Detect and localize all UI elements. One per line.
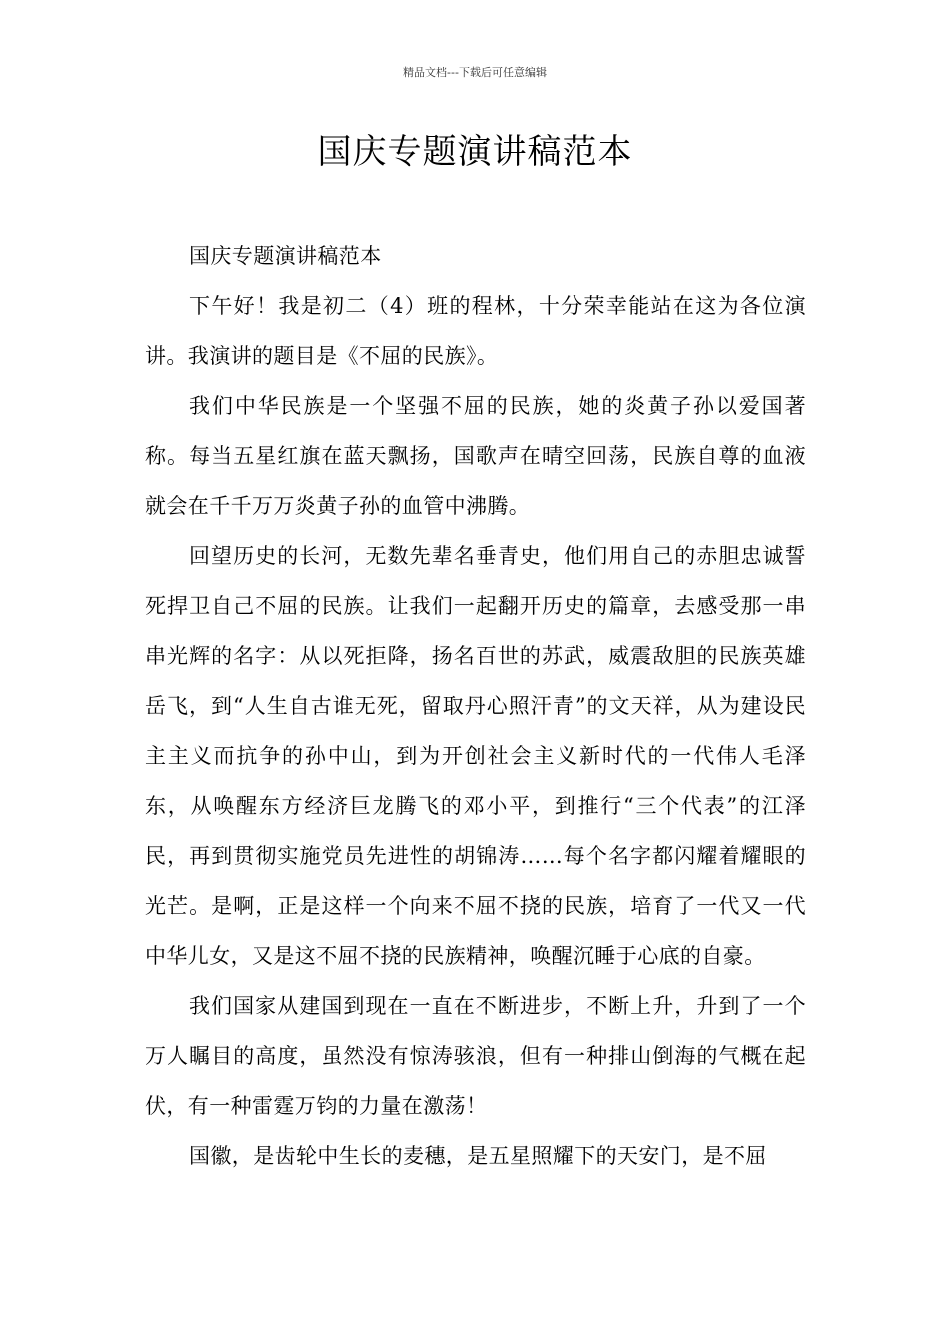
document-title: 国庆专题演讲稿范本 xyxy=(317,132,633,172)
header-note: 精品文档---下载后可任意编辑 xyxy=(403,66,547,79)
paragraph-subtitle: 国庆专题演讲稿范本 xyxy=(189,244,382,268)
paragraph-nation: 我们中华民族是一个坚强不屈的民族，她的炎黄子孙以爱国著称。每当五星红旗在蓝天飘扬，国歌声在晴空回荡，民族自尊的血液就会在千千万万炎黄子孙的血管中沸腾。 xyxy=(145,394,806,518)
paragraph-greeting: 下午好！我是初二（4）班的程林，十分荣幸能站在这为各位演讲。我演讲的题目是《不屈的民族》。 xyxy=(145,294,806,368)
document-body xyxy=(145,231,806,1181)
paragraph-emblem: 国徽，是齿轮中生长的麦穗，是五星照耀下的天安门，是不屈 xyxy=(189,1144,767,1168)
paragraph-progress: 我们国家从建国到现在一直在不断进步，不断上升，升到了一个万人瞩目的高度，虽然没有惊涛骇浪，但有一种排山倒海的气概在起伏，有一种雷霆万钧的力量在激荡！ xyxy=(145,994,806,1118)
paragraph-history: 回望历史的长河，无数先辈名垂青史，他们用自己的赤胆忠诚誓死捍卫自己不屈的民族。让我们一起翻开历史的篇章，去感受那一串串光辉的名字：从以死拒降，扬名百世的苏武，威震敌胆的民族英雄岳飞，到“人生自古谁无死，留取丹心照汗青”的文天祥，从为建设民主主义而抗争的孙中山，到为开创社会主义新时代的一代伟人毛泽东，从唤醒东方经济巨龙腾飞的邓小平，到推行“三个代表”的江泽民，再到贯彻实施党员先进性的胡锦涛……每个名字都闪耀着耀眼的光芒。是啊，正是这样一个向来不屈不挠的民族，培育了一代又一代中华儿女，又是这不屈不挠的民族精神，唤醒沉睡于心底的自豪。 xyxy=(145,544,806,968)
